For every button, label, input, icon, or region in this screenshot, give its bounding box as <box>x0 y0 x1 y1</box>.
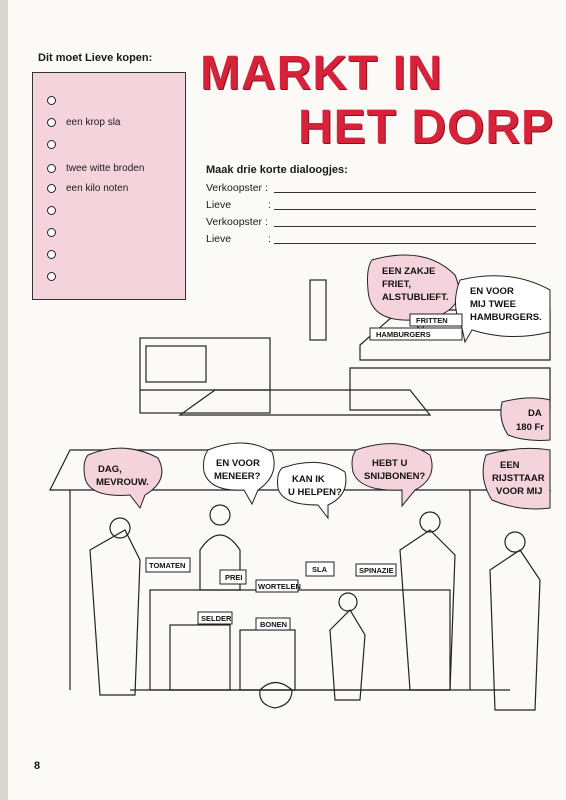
stall-sign-label: SPINAZIE <box>359 566 394 575</box>
stall-sign-label: PREI <box>225 573 243 582</box>
shopping-list-heading: Dit moet Lieve kopen: <box>38 52 153 64</box>
bubble-line: U HELPEN? <box>288 487 342 498</box>
circle-bullet-icon <box>47 164 56 173</box>
answer-line[interactable] <box>274 192 536 193</box>
answer-line[interactable] <box>274 226 536 227</box>
list-item: twee witte broden <box>47 161 144 177</box>
dialog-row <box>206 180 536 196</box>
dialog-row <box>206 231 536 247</box>
circle-bullet-icon <box>47 118 56 127</box>
bubble-line: DAG, <box>98 464 122 475</box>
bubble-line: EEN ZAKJE <box>382 266 436 277</box>
speech-bubble <box>455 276 550 342</box>
bubble-line: EN VOOR <box>470 286 514 297</box>
speech-bubble <box>483 448 550 509</box>
stall-sign-label: HAMBURGERS <box>376 330 431 339</box>
bubble-line: VOOR MIJ <box>496 486 543 497</box>
list-item <box>47 93 66 109</box>
dialog-speaker: Lieve <box>206 233 232 245</box>
bubble-line: EEN <box>500 460 520 471</box>
list-item: een krop sla <box>47 115 120 131</box>
circle-bullet-icon <box>47 140 56 149</box>
speech-bubble <box>352 444 432 506</box>
dialog-row <box>206 197 536 213</box>
exercise-heading: Maak drie korte dialoogjes: <box>206 164 348 176</box>
dialog-row <box>206 214 536 230</box>
circle-bullet-icon <box>47 184 56 193</box>
stall-sign-label: SLA <box>312 565 327 574</box>
speech-bubble <box>84 448 162 508</box>
bubble-line: FRIET, <box>382 279 412 290</box>
answer-line[interactable] <box>274 243 536 244</box>
dialog-speaker: Verkoopster : <box>206 182 268 194</box>
page-title-line-1: MARKT IN <box>200 47 443 100</box>
bubble-line: MIJ TWEE <box>470 299 516 310</box>
bubble-line: HEBT U <box>372 458 408 469</box>
list-item: een kilo noten <box>47 181 128 197</box>
stall-sign-label: SELDER <box>201 614 232 623</box>
circle-bullet-icon <box>47 206 56 215</box>
bubble-line: DA <box>528 408 542 419</box>
page-title-line-2: HET DORP <box>298 101 555 154</box>
dialog-speaker: Verkoopster : <box>206 216 268 228</box>
bubble-line: MEVROUW. <box>96 477 149 488</box>
page-number: 8 <box>34 760 41 772</box>
list-item <box>47 137 66 153</box>
page-edge <box>0 0 8 800</box>
dialog-speaker: Lieve <box>206 199 232 211</box>
bubble-line: SNIJBONEN? <box>364 471 426 482</box>
stall-sign-label: TOMATEN <box>149 561 186 570</box>
circle-bullet-icon <box>47 96 56 105</box>
stall-sign-label: WORTELEN <box>258 582 301 591</box>
answer-line[interactable] <box>274 209 536 210</box>
bubble-line: KAN IK <box>292 474 325 485</box>
stall-sign-label: BONEN <box>260 620 288 629</box>
market-illustration <box>30 250 566 775</box>
bubble-line: 180 Fr <box>516 422 544 433</box>
bubble-line: RIJSTTAAR <box>492 473 545 484</box>
circle-bullet-icon <box>47 228 56 237</box>
speech-bubble <box>501 398 550 441</box>
dialog-colon: : <box>268 199 271 211</box>
bubble-line: ALSTUBLIEFT. <box>382 292 449 303</box>
list-item <box>47 225 66 241</box>
speech-bubble <box>278 462 346 518</box>
speech-bubble <box>204 443 275 504</box>
bubble-line: EN VOOR <box>216 458 260 469</box>
list-item <box>47 203 66 219</box>
bubble-line: HAMBURGERS. <box>470 312 542 323</box>
stall-sign-label: FRITTEN <box>416 316 448 325</box>
dialog-colon: : <box>268 233 271 245</box>
bubble-line: MENEER? <box>214 471 261 482</box>
